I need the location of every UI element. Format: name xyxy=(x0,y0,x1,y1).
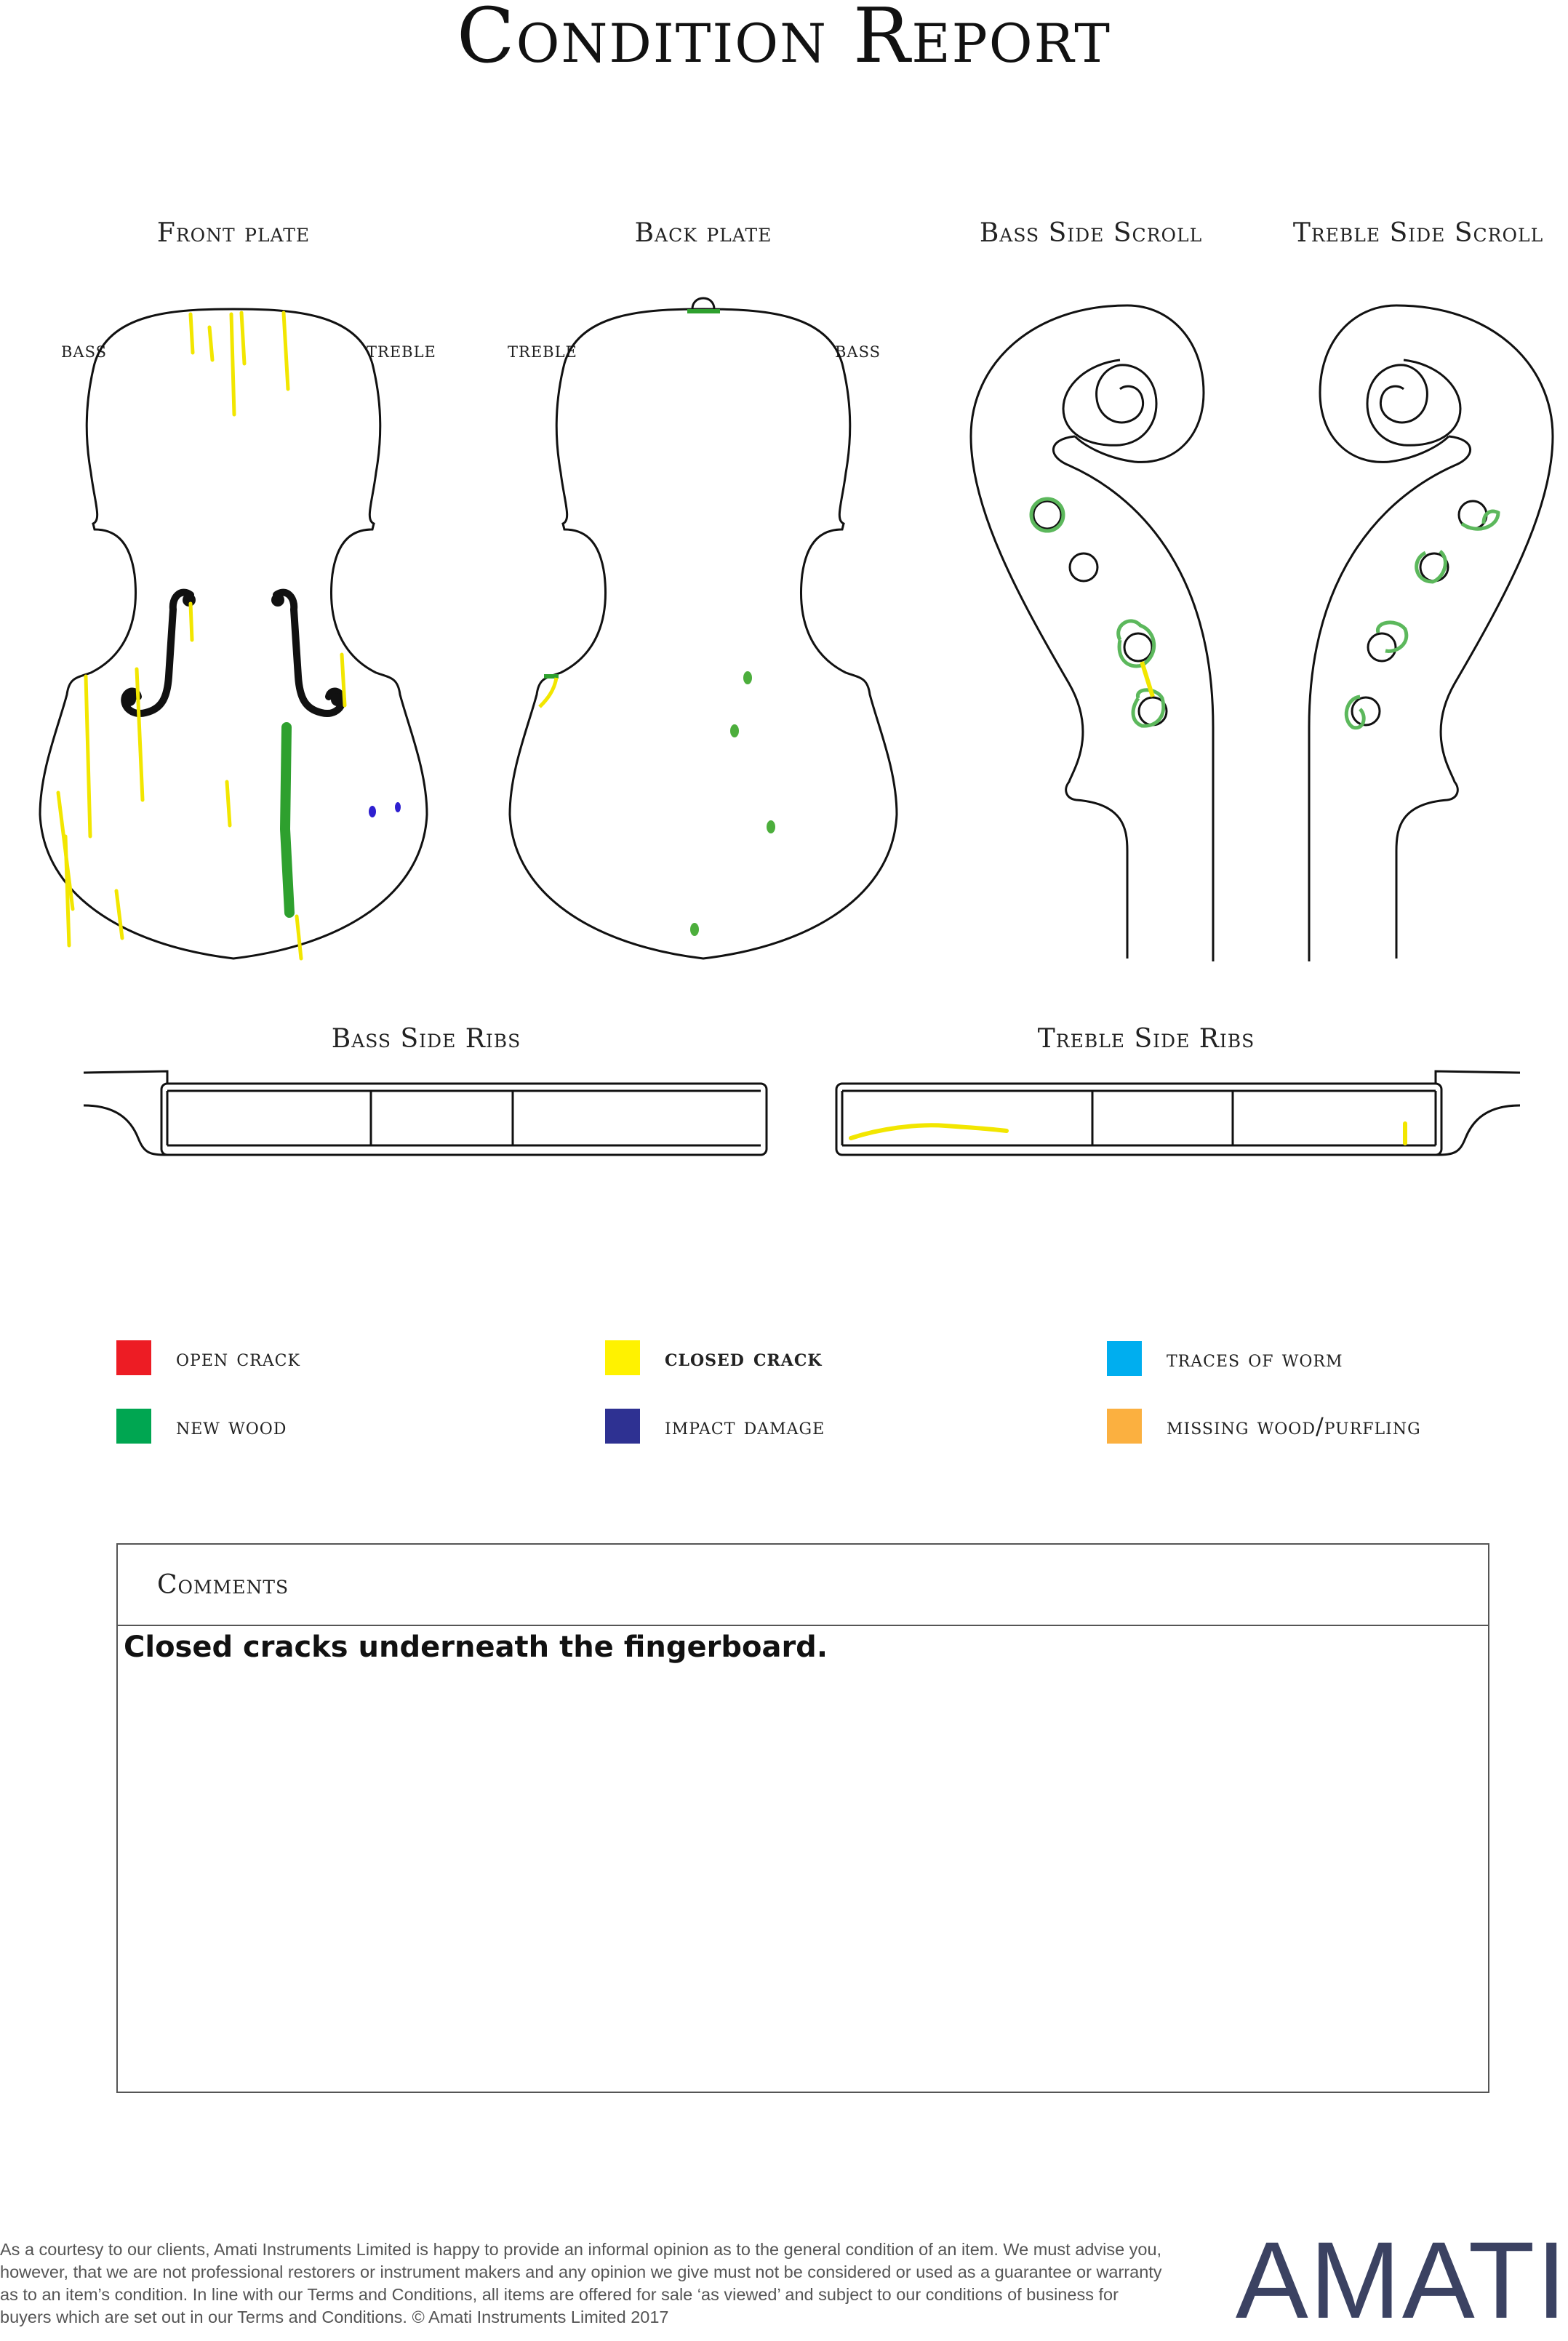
comments-header xyxy=(118,1545,1488,1626)
front-bass-side-label: BASS xyxy=(61,343,108,361)
legend-closed-crack xyxy=(605,1340,823,1376)
back-plate-outline xyxy=(510,298,897,959)
back-new-wood-marks xyxy=(544,311,775,936)
front-new-wood-mark xyxy=(285,727,289,913)
f-holes xyxy=(123,593,344,713)
legend-traces-of-worm xyxy=(1107,1340,1343,1377)
closed-crack-swatch xyxy=(605,1340,640,1375)
back-bass-side-label: BASS xyxy=(835,343,881,361)
front-impact-damage-marks xyxy=(369,802,401,817)
treble-ribs-outline xyxy=(836,1071,1520,1155)
legend-open-crack xyxy=(116,1340,300,1376)
bass-side-scroll-label: Bass Side Scroll xyxy=(979,218,1203,248)
treble-scroll-outline xyxy=(1309,305,1553,961)
legend-label: new wood xyxy=(176,1412,287,1440)
comments-box xyxy=(116,1543,1489,2093)
brand-logo: AMATI xyxy=(1235,2219,1568,2341)
traces-of-worm-swatch xyxy=(1107,1341,1142,1376)
impact-damage-swatch xyxy=(605,1409,640,1444)
legend-label: closed crack xyxy=(665,1344,823,1372)
page-title: Condition Report xyxy=(457,0,1111,80)
comments-text: Closed cracks underneath the fingerboard. xyxy=(124,1630,828,1664)
treble-side-ribs-label: Treble Side Ribs xyxy=(1037,1024,1255,1054)
open-crack-swatch xyxy=(116,1340,151,1375)
front-closed-crack-marks xyxy=(58,313,345,959)
legend-label: impact damage xyxy=(665,1412,825,1440)
legend-new-wood xyxy=(116,1408,287,1444)
treble-ribs-closed-crack-marks xyxy=(851,1124,1405,1143)
legend-missing-wood xyxy=(1107,1408,1421,1444)
bass-ribs-outline xyxy=(84,1071,767,1155)
treble-side-scroll-label: Treble Side Scroll xyxy=(1292,218,1544,248)
back-plate-label: Back plate xyxy=(634,218,772,248)
legend-label: missing wood/purfling xyxy=(1167,1412,1421,1440)
back-treble-side-label: TREBLE xyxy=(508,343,577,361)
bass-scroll-new-wood-marks xyxy=(1031,499,1164,726)
front-plate-label: Front plate xyxy=(156,218,311,248)
new-wood-swatch xyxy=(116,1409,151,1444)
legend-impact-damage xyxy=(605,1408,825,1444)
missing-wood-swatch xyxy=(1107,1409,1142,1444)
legend-label: open crack xyxy=(176,1344,300,1372)
legend-label: traces of worm xyxy=(1167,1345,1343,1372)
disclaimer-text: As a courtesy to our clients, Amati Instruments Limited is happy to provide an informal opinion as to the general condition of an item. We must advise you, however, that we are not professional restorers or instrument makers and any opinion we give must not be considered or used as a guarantee or warranty as to an item’s condition. In line with our Terms and Conditions, all items are offered for sale ‘as viewed’ and subject to our conditions of business for buyers which are set out in our Terms and Conditions. © Amati Instruments Limited 2017 xyxy=(0,2240,1162,2326)
front-treble-side-label: TREBLE xyxy=(367,343,436,361)
comments-heading: Comments xyxy=(157,1569,289,1600)
bass-scroll-outline xyxy=(971,305,1213,961)
bass-side-ribs-label: Bass Side Ribs xyxy=(331,1024,521,1054)
treble-scroll-new-wood-marks xyxy=(1346,511,1498,728)
